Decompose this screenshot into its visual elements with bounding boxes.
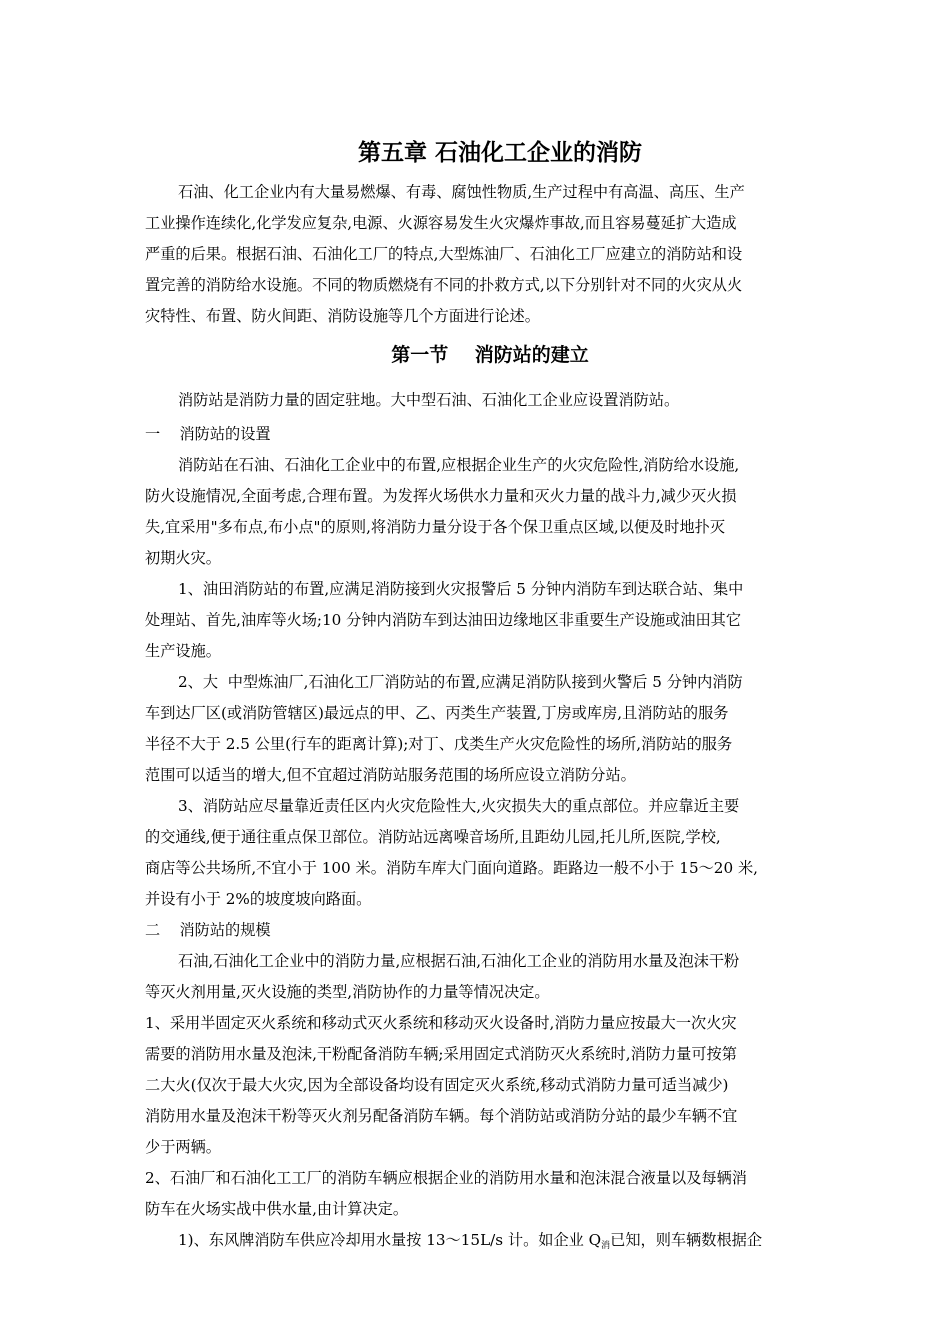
subsection-heading-setup: 一 消防站的设置 [145, 425, 271, 443]
text-run: 已知，则车辆数根据企 [610, 1231, 762, 1249]
intro-line: 严重的后果。根据石油、石油化工厂的特点,大型炼油厂、石油化工厂应建立的消防站和设 [145, 245, 743, 263]
setup-item-1: 处理站、首先,油库等火场;10 分钟内消防车到达油田边缘地区非重要生产设施或油田其它 [145, 611, 742, 629]
section-title: 第一节 消防站的建立 [391, 344, 589, 366]
scale-paragraph-line: 石油,石油化工企业中的消防力量,应根据石油,石油化工企业的消防用水量及泡沫干粉 [178, 952, 740, 970]
section-intro: 消防站是消防力量的固定驻地。大中型石油、石油化工企业应设置消防站。 [178, 391, 680, 409]
setup-item-2: 2、大 中型炼油厂,石油化工厂消防站的布置,应满足消防队接到火警后 5 分钟内消防 [178, 673, 743, 691]
intro-line: 工业操作连续化,化学发应复杂,电源、火源容易发生火灾爆炸事故,而且容易蔓延扩大造成 [145, 214, 737, 232]
setup-item-3: 并设有小于 2%的坡度坡向路面。 [145, 890, 372, 908]
setup-item-2: 范围可以适当的增大,但不宜超过消防站服务范围的场所应设立消防分站。 [145, 766, 636, 784]
setup-item-3: 的交通线,便于通往重点保卫部位。消防站远离噪音场所,且距幼儿园,托儿所,医院,学校, [145, 828, 721, 846]
setup-item-1: 生产设施。 [145, 642, 221, 660]
setup-paragraph-line: 失,宜采用"多布点,布小点"的原则,将消防力量分设于各个保卫重点区域,以便及时地扑灭 [145, 518, 726, 536]
scale-sub-item-1 [178, 1228, 762, 1258]
setup-paragraph-line: 初期火灾。 [145, 549, 221, 567]
scale-item-1: 二大火(仅次于最大火灾,因为全部设备均设有固定灭火系统,移动式消防力量可适当减少) [145, 1076, 729, 1094]
scale-item-1: 消防用水量及泡沫干粉等灭火剂另配备消防车辆。每个消防站或消防分站的最少车辆不宜 [145, 1107, 738, 1125]
setup-item-3: 商店等公共场所,不宜小于 100 米。消防车库大门面向道路。距路边一般不小于 15～20 米, [145, 859, 758, 877]
setup-item-3: 3、消防站应尽量靠近责任区内火灾危险性大,火灾损失大的重点部位。并应靠近主要 [178, 797, 740, 815]
intro-line: 灾特性、布置、防火间距、消防设施等几个方面进行论述。 [145, 307, 540, 325]
scale-item-1: 需要的消防用水量及泡沫,干粉配备消防车辆;采用固定式消防灭火系统时,消防力量可按第 [145, 1045, 737, 1063]
scale-item-2: 防车在火场实战中供水量,由计算决定。 [145, 1200, 409, 1218]
setup-paragraph-line: 防火设施情况,全面考虑,合理布置。为发挥火场供水力量和灭火力量的战斗力,减少灭火损 [145, 487, 737, 505]
scale-item-1: 1、采用半固定灭火系统和移动式灭火系统和移动灭火设备时,消防力量应按最大一次火灾 [145, 1014, 737, 1032]
setup-item-2: 车到达厂区(或消防管辖区)最远点的甲、乙、丙类生产装置,丁房或库房,且消防站的服务 [145, 704, 729, 722]
setup-item-2: 半径不大于 2.5 公里(行车的距离计算);对丁、戊类生产火灾危险性的场所,消防站的服务 [145, 735, 733, 753]
scale-item-1: 少于两辆。 [145, 1138, 221, 1156]
intro-line: 置完善的消防给水设施。不同的物质燃烧有不同的扑救方式,以下分别针对不同的火灾从火 [145, 276, 743, 294]
setup-paragraph-line: 消防站在石油、石油化工企业中的布置,应根据企业生产的火灾危险性,消防给水设施, [178, 456, 740, 474]
chapter-title: 第五章 石油化工企业的消防 [357, 140, 642, 166]
intro-line: 石油、化工企业内有大量易燃爆、有毒、腐蚀性物质,生产过程中有高温、高压、生产 [178, 183, 745, 201]
subscript: 消 [601, 1241, 611, 1251]
scale-item-2: 2、石油厂和石油化工工厂的消防车辆应根据企业的消防用水量和泡沫混合液量以及每辆消 [145, 1169, 747, 1187]
scale-paragraph-line: 等灭火剂用量,灭火设施的类型,消防协作的力量等情况决定。 [145, 983, 550, 1001]
subsection-heading-scale: 二 消防站的规模 [145, 921, 271, 939]
setup-item-1: 1、油田消防站的布置,应满足消防接到火灾报警后 5 分钟内消防车到达联合站、集中 [178, 580, 744, 598]
text-run: 1)、东风牌消防车供应冷却用水量按 13～15L/s 计。如企业 Q [178, 1231, 602, 1249]
